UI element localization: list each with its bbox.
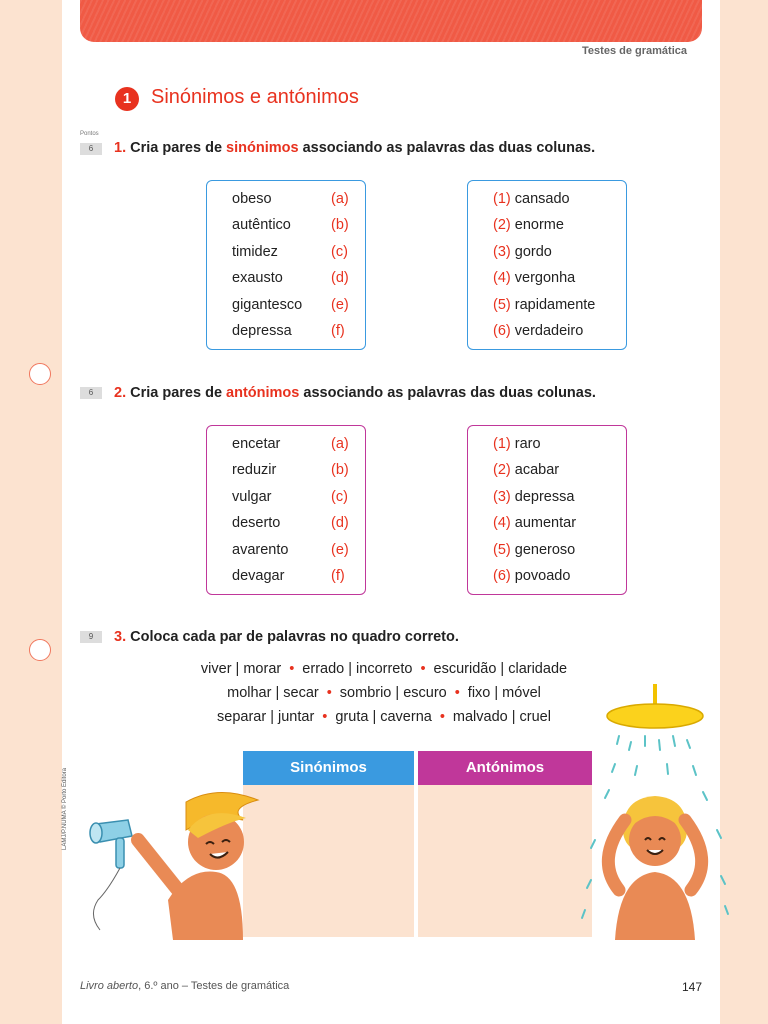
word-pair[interactable]: errado | incorreto: [302, 661, 413, 677]
right-word: rapidamente: [514, 296, 596, 313]
right-item: [493, 515, 576, 531]
right-number: (3): [493, 243, 511, 260]
right-item: [493, 323, 583, 339]
right-word: acabar: [514, 462, 560, 479]
bullet-icon: •: [289, 661, 295, 677]
right-number: (4): [493, 270, 511, 287]
right-item: [493, 244, 552, 260]
right-item: [493, 191, 570, 207]
right-word: verdadeiro: [514, 323, 584, 339]
section-title: Sinónimos e antónimos: [151, 86, 359, 108]
word-pairs-line: [0, 661, 768, 677]
right-number: (2): [493, 217, 511, 234]
word-pair[interactable]: viver | morar: [200, 661, 282, 677]
left-letter: (f): [331, 568, 345, 584]
right-number: (4): [493, 515, 511, 532]
left-word: gigantesco: [232, 296, 303, 313]
right-number: (6): [493, 323, 511, 339]
binder-hole-icon: [29, 363, 51, 385]
left-word: encetar: [232, 436, 281, 452]
right-word: raro: [514, 436, 541, 452]
left-word: timidez: [232, 243, 278, 260]
left-word: devagar: [232, 568, 285, 584]
bullet-icon: •: [439, 709, 445, 725]
word-pair[interactable]: fixo | móvel: [467, 685, 541, 701]
question-3: 3. Coloca cada par de palavras no quadro correto.: [114, 629, 459, 645]
right-number: (1): [493, 436, 511, 452]
left-word: exausto: [232, 270, 283, 287]
right-word: cansado: [514, 191, 570, 207]
right-number: (5): [493, 541, 511, 558]
right-item: [493, 436, 541, 452]
left-letter: (e): [331, 541, 349, 558]
table-cell-antonyms[interactable]: [418, 785, 592, 937]
bullet-icon: •: [326, 685, 332, 701]
right-number: (5): [493, 296, 511, 313]
right-item: [493, 542, 575, 558]
left-letter: (e): [331, 296, 349, 313]
page-number: 147: [682, 980, 703, 994]
footer-book-info: Livro aberto, 6.º ano – Testes de gramática: [80, 980, 290, 992]
header-banner: [80, 0, 702, 42]
question-number: 2.: [114, 385, 127, 401]
child-hairdryer-illustration: [78, 790, 268, 940]
right-word: vergonha: [514, 270, 576, 287]
right-word: povoado: [514, 568, 571, 584]
bullet-icon: •: [454, 685, 460, 701]
left-letter: (a): [331, 191, 349, 207]
right-word: gordo: [514, 243, 552, 260]
right-number: (1): [493, 191, 511, 207]
left-word: deserto: [232, 515, 281, 532]
points-label: Pontos: [80, 131, 99, 137]
right-item: [493, 217, 564, 233]
section-number-badge: 1: [115, 87, 139, 111]
right-word: generoso: [514, 541, 576, 558]
word-pair[interactable]: escuridão | claridade: [433, 661, 568, 677]
child-shower-illustration: [575, 680, 735, 940]
right-item: [493, 489, 574, 505]
table-header-synonyms: Sinónimos: [243, 751, 414, 785]
left-word: depressa: [232, 323, 292, 339]
left-letter: (f): [331, 323, 345, 339]
word-pair[interactable]: malvado | cruel: [452, 709, 551, 725]
right-number: (3): [493, 488, 511, 505]
bullet-icon: •: [322, 709, 328, 725]
left-letter: (d): [331, 515, 349, 532]
right-item: [493, 568, 570, 584]
left-word: reduzir: [232, 462, 277, 479]
left-letter: (d): [331, 270, 349, 287]
question-1: 1. Cria pares de sinónimos associando as palavras das duas colunas.: [114, 140, 596, 156]
question-number: 3.: [114, 629, 127, 645]
word-pair[interactable]: gruta | caverna: [335, 709, 432, 725]
word-pair[interactable]: separar | juntar: [217, 709, 315, 725]
table-header-antonyms: Antónimos: [418, 751, 592, 785]
left-word: obeso: [232, 191, 272, 207]
left-letter: (c): [331, 488, 348, 505]
bullet-icon: •: [420, 661, 426, 677]
binder-hole-icon: [29, 639, 51, 661]
shower-head-icon: [607, 684, 703, 728]
right-number: (6): [493, 568, 511, 584]
left-word: vulgar: [232, 488, 272, 505]
question-number: 1.: [114, 140, 127, 156]
hair-dryer-icon: [90, 820, 132, 930]
header-section-label: Testes de gramática: [582, 45, 687, 57]
question-2: 2. Cria pares de antónimos associando as palavras das duas colunas.: [114, 385, 596, 401]
right-item: [493, 462, 559, 478]
left-letter: (c): [331, 243, 348, 260]
points-box: 6: [80, 143, 102, 155]
word-pair[interactable]: molhar | secar: [227, 685, 319, 701]
right-number: (2): [493, 462, 511, 479]
illustration-credit: LAMJ/P.NUMA © Porto Editora: [62, 767, 68, 850]
right-word: aumentar: [514, 515, 577, 532]
points-box: 6: [80, 387, 102, 399]
right-item: [493, 297, 595, 313]
right-word: enorme: [514, 217, 564, 234]
word-pair[interactable]: sombrio | escuro: [339, 685, 447, 701]
left-word: autêntico: [232, 217, 291, 234]
left-word: avarento: [232, 541, 289, 558]
left-letter: (a): [331, 436, 349, 452]
table-cell-synonyms[interactable]: [243, 785, 414, 937]
right-word: depressa: [514, 488, 575, 505]
left-letter: (b): [331, 217, 349, 234]
right-item: [493, 270, 575, 286]
left-letter: (b): [331, 462, 349, 479]
points-box: 9: [80, 631, 102, 643]
